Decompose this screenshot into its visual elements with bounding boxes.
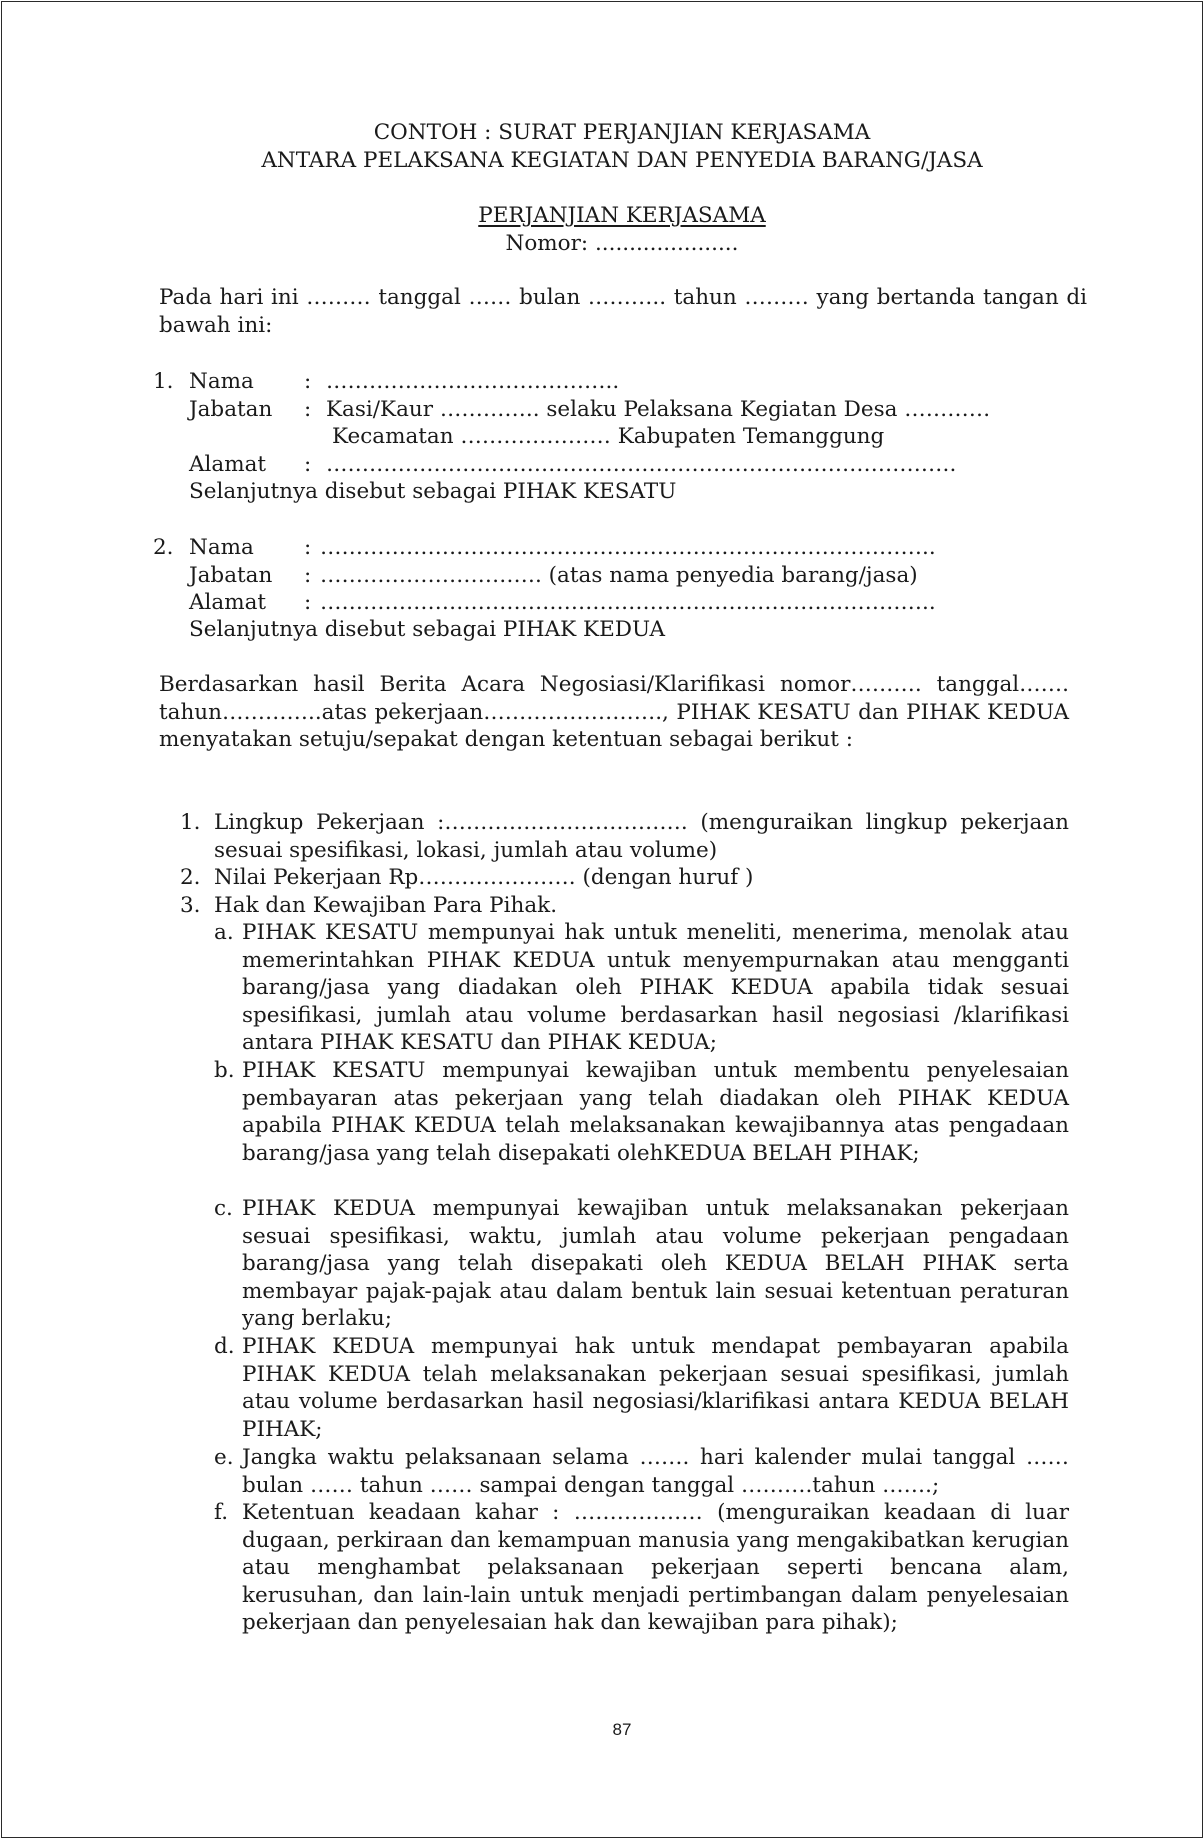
sub-item-letter: b. (214, 1058, 235, 1083)
party-1-number: 1. (153, 369, 174, 394)
doc-title-text: PERJANJIAN KERJASAMA (478, 203, 766, 228)
sub-item: Jangka waktu pelaksanaan selama ……. hari kalender mulai tanggal …… bulan …… tahun …… sampai dengan tanggal ……….tahun …….; (242, 1445, 1069, 1498)
party-1-jabatan-value-2: Kecamatan ………………… Kabupaten Temanggung (332, 424, 885, 449)
party-2-number: 2. (153, 535, 174, 560)
sub-item: Ketentuan keadaan kahar : ……………… (menguraikan keadaan di luar dugaan, perkiraan dan kemampuan manusia yang mengakibatkan kerugian atau menghambat pelaksanaan pekerjaan seperti bencana alam, kerusuhan, dan lain-lain untuk menjadi pertimbangan dalam penyelesaian pekerjaan dan penyelesaian hak dan kewajiban para pihak); (242, 1500, 1069, 1635)
party-2-alamat-label: Alamat (189, 590, 267, 615)
sub-item: PIHAK KEDUA mempunyai hak untuk mendapat pembayaran apabila PIHAK KEDUA telah melaksanakan pekerjaan sesuai spesifikasi, jumlah atau volume berdasarkan hasil negosiasi/klarifikasi antara KEDUA BELAH PIHAK; (242, 1334, 1069, 1442)
sub-item: PIHAK KESATU mempunyai hak untuk meneliti, menerima, menolak atau memerintahkan PIHAK KEDUA untuk menyempurnakan atau mengganti barang/jasa yang diadakan oleh PIHAK KEDUA apabila tidak sesuai spesifikasi, jumlah atau volume berdasarkan hasil negosiasi /klarifikasi antara PIHAK KESATU dan PIHAK KEDUA; (242, 920, 1069, 1055)
list-item: Hak dan Kewajiban Para Pihak. (214, 893, 558, 918)
sub-item-letter: e. (214, 1445, 234, 1470)
party-1-note: Selanjutnya disebut sebagai PIHAK KESATU (189, 479, 677, 504)
sub-item-letter: d. (214, 1334, 235, 1359)
basis-paragraph: Berdasarkan hasil Berita Acara Negosiasi/Klarifikasi nomor………. tanggal……. tahun…………..atas pekerjaan……………………., PIHAK KESATU dan PIHAK KEDUA menyatakan setuju/sepakat dengan ketentuan sebagai berikut : (159, 672, 1069, 752)
intro-paragraph: Pada hari ini ……… tanggal …… bulan ……….. tahun ……… yang bertanda tangan di bawah ini: (159, 285, 1087, 338)
party-2-name-label: Nama (189, 535, 254, 560)
party-1-alamat-value: ……………………………………………………………………………. (326, 452, 957, 477)
party-2-note: Selanjutnya disebut sebagai PIHAK KEDUA (189, 617, 666, 642)
doc-title (2, 202, 1204, 230)
colon: : (304, 397, 312, 422)
title-line-2: ANTARA PELAKSANA KEGIATAN DAN PENYEDIA BARANG/JASA (261, 148, 983, 173)
doc-number: Nomor: ..................... (505, 231, 739, 256)
list-item: Lingkup Pekerjaan :……………………………. (menguraikan lingkup pekerjaan sesuai spesifikasi, lokasi, jumlah atau volume) (214, 810, 1069, 863)
list-item-number: 2. (180, 865, 201, 890)
party-2-jabatan-value: …………………………. (atas nama penyedia barang/jasa) (320, 563, 918, 588)
sub-item: PIHAK KEDUA mempunyai kewajiban untuk melaksanakan pekerjaan sesuai spesifikasi, waktu, jumlah atau volume pekerjaan pengadaan barang/jasa yang telah disepakati oleh KEDUA BELAH PIHAK serta membayar pajak-pajak atau dalam bentuk lain sesuai ketentuan peraturan yang berlaku; (242, 1196, 1069, 1331)
list-item-number: 1. (180, 810, 201, 835)
sub-item-letter: f. (214, 1500, 229, 1525)
party-2-alamat-value: ………………………………………………………………………….. (320, 590, 936, 615)
page-number: 87 (612, 1720, 632, 1739)
party-1-alamat-label: Alamat (189, 452, 267, 477)
sub-item-letter: a. (214, 920, 234, 945)
colon: : (304, 590, 312, 615)
list-item: Nilai Pekerjaan Rp…………………. (dengan huruf ) (214, 865, 754, 890)
party-1-jabatan-value-1: Kasi/Kaur ………….. selaku Pelaksana Kegiatan Desa ………… (326, 397, 991, 422)
title-line-1: CONTOH : SURAT PERJANJIAN KERJASAMA (373, 120, 871, 145)
party-1-name-value: ………………………………….. (326, 369, 620, 394)
colon: : (304, 369, 312, 394)
party-2-jabatan-label: Jabatan (189, 563, 273, 588)
colon: : (304, 452, 312, 477)
colon: : (304, 535, 312, 560)
party-2-name-value: ………………………………………………………………………….. (320, 535, 936, 560)
list-item-number: 3. (180, 893, 201, 918)
sub-item: PIHAK KESATU mempunyai kewajiban untuk membentu penyelesaian pembayaran atas pekerjaan yang telah diadakan oleh PIHAK KEDUA apabila PIHAK KEDUA telah melaksanakan kewajibannya atas pengadaan barang/jasa yang telah disepakati olehKEDUA BELAH PIHAK; (242, 1058, 1069, 1166)
party-1-jabatan-label: Jabatan (189, 397, 273, 422)
party-1-name-label: Nama (189, 369, 254, 394)
document-page (1, 1, 1203, 1838)
colon: : (304, 563, 312, 588)
sub-item-letter: c. (214, 1196, 233, 1221)
